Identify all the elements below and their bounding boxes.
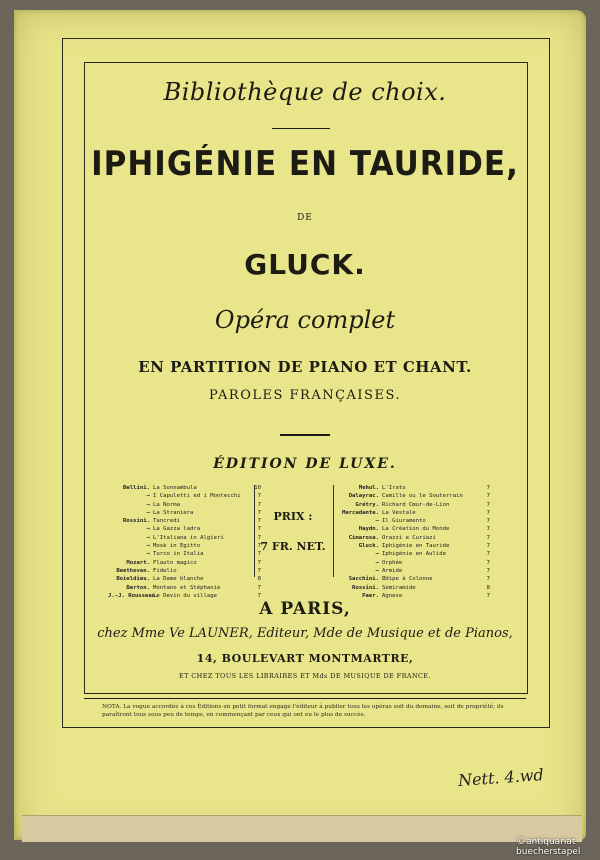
price-box [254, 485, 334, 577]
watermark [516, 837, 600, 860]
catalog-work: Orphée [382, 559, 403, 566]
catalog-row [337, 584, 490, 592]
catalog-work: Agnese [382, 592, 403, 599]
catalog-work: La Dame blanche [153, 576, 204, 583]
catalog-row [108, 525, 261, 533]
partition-line: EN PARTITION DE PIANO ET CHANT. [138, 358, 472, 376]
catalog-price: 7 [257, 526, 261, 533]
handwritten-price-note: Nett. 4.wd [457, 765, 545, 790]
catalog-work: La Sonnambula [153, 485, 197, 491]
catalog-work: Armide [382, 567, 403, 574]
catalog-work: La Straniera [153, 509, 194, 516]
opera-complet-label: Opéra complet [214, 306, 396, 334]
catalog-price: 7 [486, 493, 490, 500]
catalog-price: 7 [257, 559, 261, 566]
catalog-price: 7 [486, 509, 490, 516]
catalog-price: 7 [486, 592, 490, 599]
catalog-work: L'Irato [382, 485, 406, 491]
catalog-composer: Bellini. [123, 485, 150, 491]
catalog-composer: J.-J. Rousseau. [108, 592, 159, 599]
catalog-composer: — [146, 493, 150, 500]
catalog-price: 7 [257, 509, 261, 516]
catalog-work: I Capuletti ed i Montecchi [153, 493, 241, 500]
catalog-composer: — [146, 509, 150, 516]
catalog-row [337, 509, 490, 517]
catalog-price: 8 [257, 576, 261, 583]
catalog-work: Mosè in Egitto [153, 543, 201, 550]
catalog-price: 7 [486, 551, 490, 558]
footer-rule [84, 698, 526, 699]
catalog-price: 7 [257, 543, 261, 550]
catalog-composer: Grétry. [355, 501, 379, 508]
catalog-row [108, 484, 261, 492]
paroles-line: PAROLES FRANÇAISES. [208, 388, 402, 403]
catalog-price: 7 [486, 567, 490, 574]
catalog-price: 7 [486, 534, 490, 541]
catalog-price: 7 [257, 518, 261, 525]
city-heading: A PARIS, [259, 599, 351, 619]
catalog-composer: Boieldieu. [116, 576, 150, 583]
catalog-price: 7 [486, 518, 490, 525]
catalog-row [108, 542, 261, 550]
catalog-price: 10 [254, 485, 261, 491]
divider-rule [280, 434, 330, 436]
catalog-row [337, 517, 490, 525]
catalog-work: Camille ou le Souterrain [382, 493, 463, 500]
nota-note: NOTA. La vogue accordée à ces Éditions en petit format engage l'éditeur à publier tous les opéras soit du domaine, soit de propriété; ils paraîtront tous sous peu de temps, en commençant par ceux qui ont eu le plus de succès. [102, 704, 504, 718]
catalog-work: La Création du Monde [382, 526, 450, 533]
catalog-row [108, 517, 261, 525]
catalog-composer: Beethoven. [116, 567, 150, 574]
catalog-work: Tancredi [153, 518, 180, 525]
catalog-work: Œdipe à Colonne [382, 576, 433, 583]
catalog-price: 7 [486, 559, 490, 566]
catalog-row [108, 559, 261, 567]
catalog-row [337, 534, 490, 542]
watermark-line-2: buecherstapel [516, 847, 581, 857]
catalog-composer: — [375, 518, 379, 525]
catalog-price: 7 [257, 551, 261, 558]
sellers-line: ET CHEZ TOUS LES LIBRAIRES ET Mds DE MUSIQUE DE FRANCE. [178, 672, 432, 680]
catalog-work: Turco in Italia [153, 551, 204, 558]
catalog-price: 7 [257, 501, 261, 508]
catalog-left-column [108, 484, 261, 600]
price-value: 7 FR. NET. [260, 540, 326, 553]
catalog-composer: — [146, 543, 150, 550]
catalog-composer: Sacchini. [348, 576, 379, 583]
catalog-work: Montano et Stéphanie [153, 584, 221, 591]
catalog-composer: — [146, 551, 150, 558]
catalog-work: Semiramide [382, 584, 416, 591]
catalog-work: La Norma [153, 501, 180, 508]
address-line: 14, BOULEVART MONTMARTRE, [196, 652, 414, 665]
catalog-composer: Rossini. [123, 518, 150, 525]
catalog-work: La Vestale [382, 509, 416, 516]
catalog-composer: Mozart. [126, 559, 150, 566]
catalog-composer: Cimarosa. [348, 534, 379, 541]
catalog-price: 7 [486, 526, 490, 533]
series-title: Bibliothèque de choix. [163, 78, 447, 106]
opera-title: IPHIGÉNIE EN TAURIDE, [91, 144, 519, 184]
catalog-row [337, 492, 490, 500]
catalog-work: Orazzi e Curiazi [382, 534, 436, 541]
catalog-price: 7 [486, 485, 490, 491]
composer-name: GLUCK. [244, 248, 366, 281]
catalog-row [108, 567, 261, 575]
catalog-work: Il Giuramento [382, 518, 426, 525]
catalog-row [108, 575, 261, 583]
catalog-work: L'Italiana in Algieri [153, 534, 224, 541]
divider-rule [272, 128, 330, 129]
catalog-price: 7 [257, 493, 261, 500]
catalog-price: 7 [257, 534, 261, 541]
catalog-row [337, 542, 490, 550]
catalog-composer: Paer. [362, 592, 379, 599]
catalog-composer: Rossini. [352, 584, 379, 591]
catalog-composer: — [375, 559, 379, 566]
catalog-row [337, 501, 490, 509]
catalog-composer: — [146, 526, 150, 533]
catalog-row [108, 509, 261, 517]
catalog-row [108, 584, 261, 592]
catalog-row [108, 501, 261, 509]
catalog-row [337, 550, 490, 558]
catalog-price: 7 [486, 501, 490, 508]
catalog-row [108, 492, 261, 500]
catalog-composer: Mercadante. [341, 509, 379, 516]
watermark-line-1: antiquariat [526, 837, 576, 847]
publisher-line: chez Mme Ve LAUNER, Editeur, Mde de Musique et de Pianos, [97, 626, 513, 641]
catalog-row [108, 534, 261, 542]
catalog-work: Iphigénie en Aulide [382, 551, 446, 558]
catalog-price: 7 [257, 567, 261, 574]
preposition-de: DE [297, 213, 313, 223]
price-label: PRIX : [273, 510, 313, 523]
catalog-composer: — [375, 551, 379, 558]
catalog-row [108, 550, 261, 558]
catalog-work: Le Devin du village [153, 592, 217, 599]
catalog-work: Flauto magico [153, 559, 197, 566]
catalog-composer: Dalayrac. [348, 493, 379, 500]
catalog-composer: Gluck. [358, 543, 379, 550]
catalog-work: Fidelio [153, 567, 177, 574]
catalog-price: 7 [257, 584, 261, 591]
copyright-icon: © [516, 836, 526, 847]
catalog-composer: — [146, 534, 150, 541]
catalog-row [337, 559, 490, 567]
catalog-price: 8 [486, 584, 490, 591]
catalog-price: 7 [486, 576, 490, 583]
catalog-composer: — [375, 567, 379, 574]
catalog-price: 7 [486, 543, 490, 550]
catalog-composer: Berton. [126, 584, 150, 591]
catalog-row [337, 484, 490, 492]
catalog-composer: Haydn. [358, 526, 379, 533]
catalog-work: Richard Cœur-de-Lion [382, 501, 450, 508]
catalog-composer: — [146, 501, 150, 508]
catalog-price: 7 [257, 592, 261, 599]
catalog-work: Iphigénie en Tauride [382, 543, 450, 550]
catalog-work: La Gazza ladra [153, 526, 201, 533]
catalog-composer: Mehul. [358, 485, 379, 491]
page-edge [22, 815, 582, 842]
edition-heading: ÉDITION DE LUXE. [213, 456, 397, 472]
catalog-row [337, 525, 490, 533]
catalog-row [337, 575, 490, 583]
catalog-row [337, 567, 490, 575]
catalog-right-column [337, 484, 490, 600]
